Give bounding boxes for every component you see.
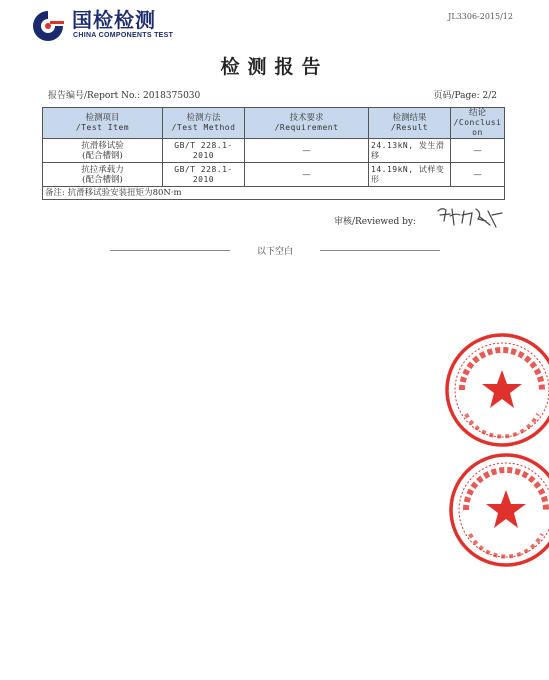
item-name: 抗滑移试验: [81, 140, 124, 151]
header-cn: 检测结果: [392, 113, 427, 123]
divider: [320, 250, 440, 251]
report-number: 报告编号/Report No.: 2018375030: [48, 91, 201, 101]
item-sub: (配合槽钢): [82, 150, 123, 161]
item-name: 抗拉承载力: [81, 164, 124, 175]
header-cn: 技术要求: [289, 113, 324, 123]
logo-chinese-name: 国检检测: [72, 8, 156, 32]
cell-test-method: [163, 163, 245, 187]
header-en: /Requirement: [274, 123, 339, 132]
logo-english-name: CHINA COMPONENTS TEST: [73, 32, 174, 39]
results-table: [42, 107, 505, 200]
report-meta: [48, 88, 497, 100]
header-cn: 检测项目: [85, 113, 120, 123]
header-en: /Conclusion: [453, 118, 502, 137]
header-en: /Test Item: [75, 123, 130, 132]
item-sub: (配合槽钢): [82, 174, 123, 185]
red-company-seal: [446, 450, 549, 570]
method-line: 2010: [192, 150, 215, 160]
header-test-item: [43, 108, 163, 139]
header-test-method: [163, 108, 245, 139]
red-company-seal: [442, 330, 549, 450]
cell-result: 24.13kN, 发生滑移: [369, 139, 451, 163]
method-line: GB/T 228.1-: [174, 140, 233, 150]
header-en: /Result: [390, 123, 429, 132]
cell-result: 14.19kN, 试样变形: [369, 163, 451, 187]
header-cn: 结论: [468, 108, 486, 118]
table-header-row: [43, 108, 505, 139]
end-of-report-marker: [110, 244, 440, 256]
method-line: 2010: [192, 174, 215, 184]
header-result: [369, 108, 451, 139]
table-row: [43, 139, 505, 163]
handwritten-signature: [432, 203, 512, 231]
cell-conclusion: —: [451, 139, 505, 163]
reviewed-by-label: 审核/Reviewed by:: [334, 217, 416, 227]
page-number: 页码/Page: 2/2: [433, 91, 497, 101]
table-row: [43, 163, 505, 187]
report-title: 检测报告: [220, 56, 329, 78]
cell-test-item: [43, 163, 163, 187]
cell-test-item: [43, 139, 163, 163]
cell-test-method: [163, 139, 245, 163]
method-line: GB/T 228.1-: [174, 164, 233, 174]
header-cn: 检测方法: [186, 113, 221, 123]
header-conclusion: [451, 108, 505, 139]
company-logo-icon: [28, 8, 68, 44]
cell-conclusion: —: [451, 163, 505, 187]
table-note: 备注: 抗滑移试验安装扭矩为80N·m: [43, 187, 505, 200]
table-note-row: [43, 187, 505, 200]
cell-requirement: —: [245, 139, 369, 163]
cell-requirement: —: [245, 163, 369, 187]
divider: [110, 250, 230, 251]
company-logo: [28, 8, 198, 44]
document-code: JL3306-2015/12: [448, 12, 513, 21]
header-requirement: [245, 108, 369, 139]
header-en: /Test Method: [171, 123, 236, 132]
end-text: 以下空白: [256, 247, 293, 257]
